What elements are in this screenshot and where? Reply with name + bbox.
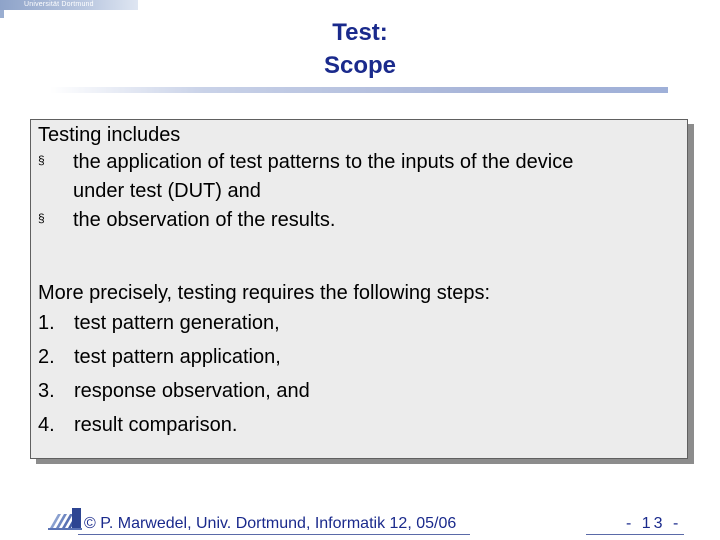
step-item <box>38 306 683 340</box>
intro-text: includes <box>101 124 181 146</box>
step-text: result comparison. <box>74 414 238 436</box>
title-underline <box>50 87 668 93</box>
spacer <box>38 235 683 281</box>
page-number: - 13 - <box>626 515 682 532</box>
intro-line <box>38 123 683 148</box>
slide-title-line2: Scope <box>323 52 397 79</box>
bullet-item <box>38 206 683 235</box>
step-text: test pattern generation, <box>74 312 280 334</box>
footer-divider <box>78 534 470 535</box>
institution-name: Universität Dortmund <box>24 1 94 8</box>
intro-keyword: Testing <box>38 124 102 146</box>
step-item <box>38 374 683 408</box>
slide-title <box>0 16 720 82</box>
header-bar <box>0 0 138 10</box>
step-item <box>38 408 683 442</box>
step-number: 4. <box>38 414 55 436</box>
bullet-text-line2: under test (DUT) and <box>73 180 261 202</box>
university-logo-icon <box>48 506 82 530</box>
page-number-divider <box>586 534 684 535</box>
slide-content <box>38 123 683 442</box>
step-text: response observation, and <box>74 380 310 402</box>
step-item <box>38 340 683 374</box>
bullet-icon: § <box>38 211 45 225</box>
step-number: 1. <box>38 312 55 334</box>
step-text: test pattern application, <box>74 346 281 368</box>
bullet-icon: § <box>38 153 45 167</box>
bullet-text: the observation of the results. <box>73 209 336 231</box>
bullet-text <box>73 148 683 206</box>
bullet-item <box>38 148 683 206</box>
step-number: 3. <box>38 380 55 402</box>
bullet-text-line1: the application of test patterns to the inputs of the device <box>73 151 574 173</box>
step-number: 2. <box>38 346 55 368</box>
steps-intro: More precisely, testing requires the following steps: <box>38 282 491 304</box>
footer-copyright: © P. Marwedel, Univ. Dortmund, Informatik 12, 05/06 <box>84 515 457 532</box>
slide-title-line1: Test: <box>332 19 388 46</box>
